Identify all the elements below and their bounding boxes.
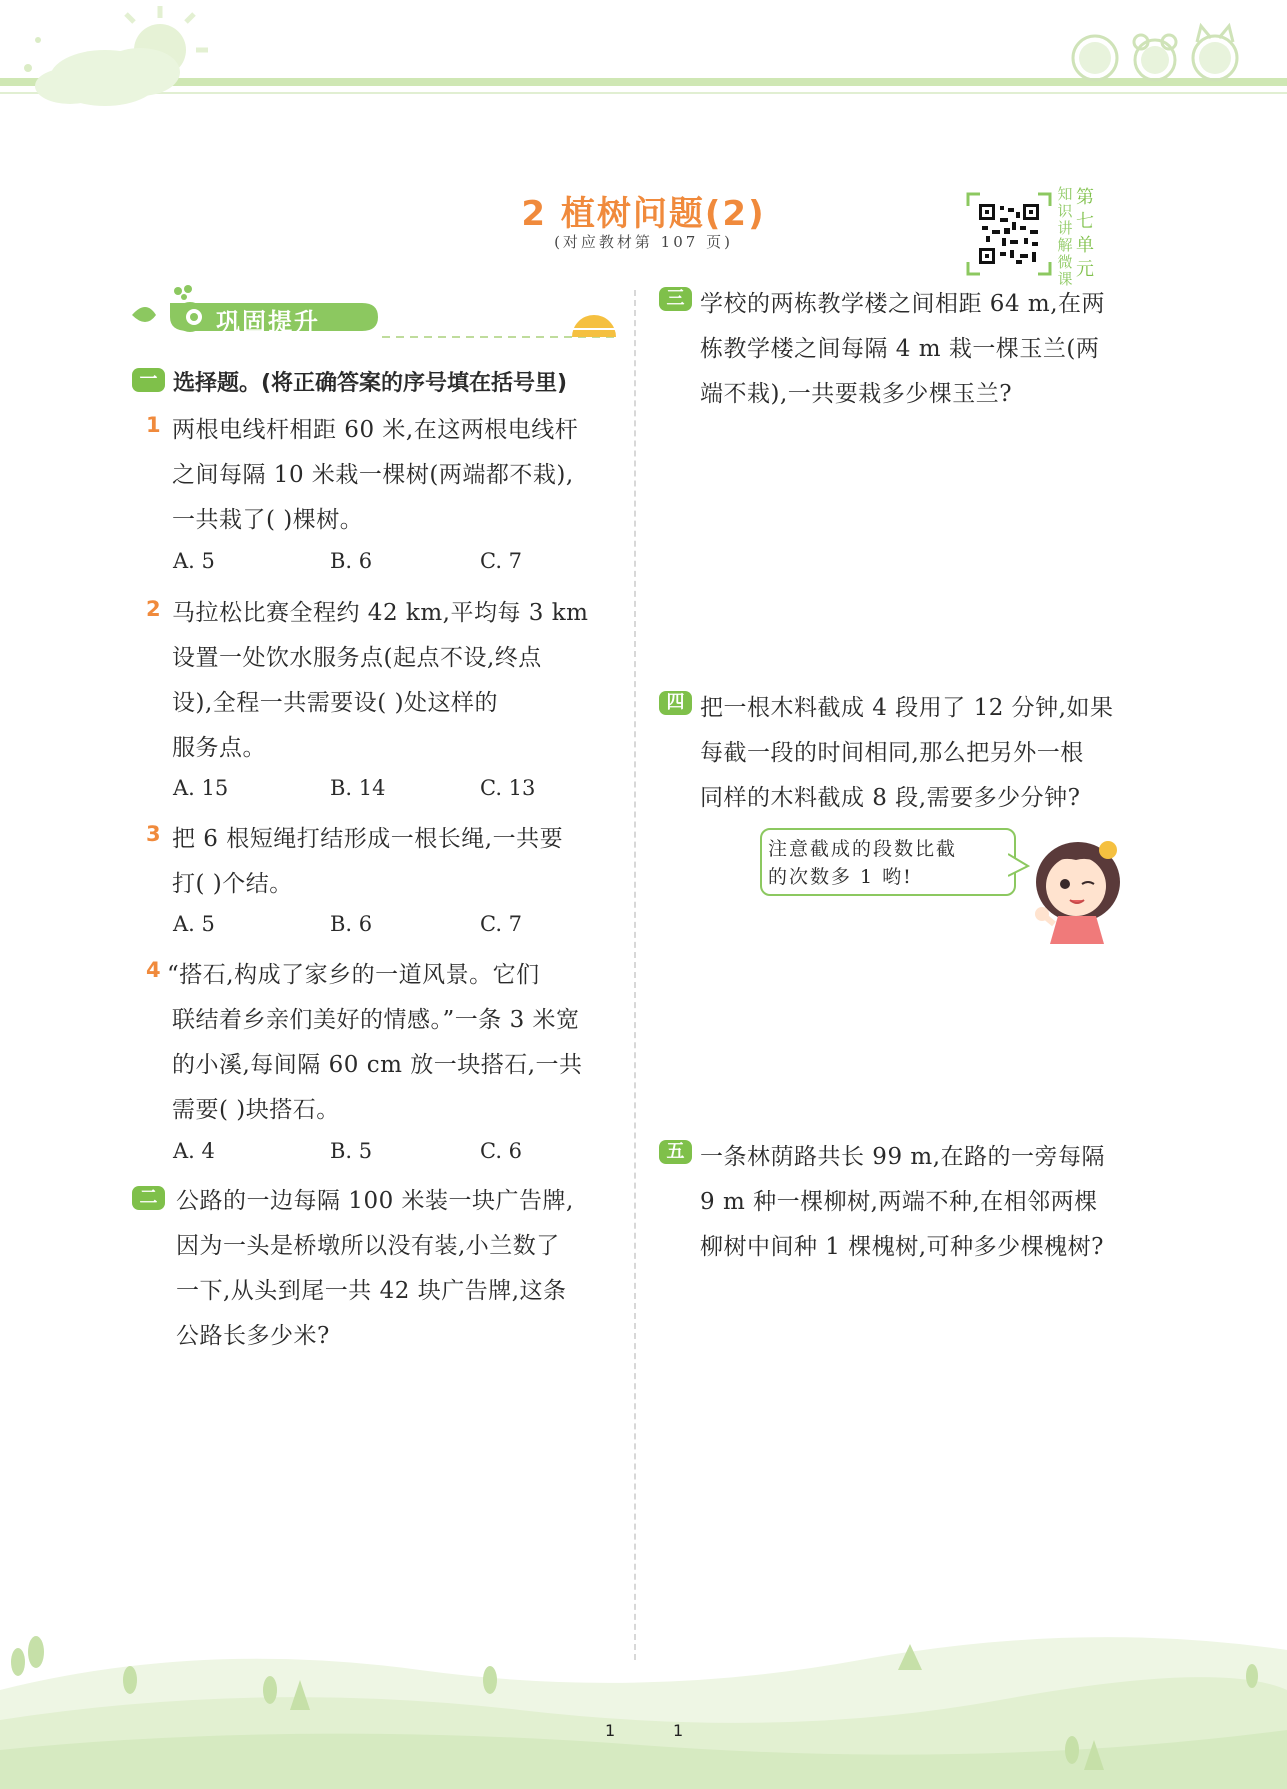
item-line: 两根电线杆相距 60 米,在这两根电线杆 <box>172 417 579 443</box>
qr-label-b: 第 七 单 元 <box>1076 187 1094 280</box>
option-b[interactable]: B. 14 <box>330 776 386 800</box>
item-line: 的小溪,每间隔 60 cm 放一块搭石,一共 <box>172 1052 583 1078</box>
page-number-right: 1 <box>673 1721 684 1740</box>
question-tag-1: 一 <box>132 368 165 392</box>
option-b[interactable]: B. 6 <box>330 912 373 936</box>
q5-line: 一条林荫路共长 99 m,在路的一旁每隔 <box>700 1144 1106 1170</box>
option-c[interactable]: C. 7 <box>480 912 523 936</box>
q1-heading: 选择题。(将正确答案的序号填在括号里) <box>173 371 568 396</box>
option-c[interactable]: C. 13 <box>480 776 536 800</box>
page-title: 2 植树问题(2) <box>521 194 766 234</box>
item-number: 4 <box>146 958 161 982</box>
q2-line: 公路长多少米? <box>176 1323 330 1349</box>
qr-code-icon[interactable] <box>966 192 1052 276</box>
option-a[interactable]: A. 5 <box>173 549 215 573</box>
question-tag-5: 五 <box>659 1140 692 1164</box>
q2-line: 一下,从头到尾一共 42 块广告牌,这条 <box>176 1278 567 1304</box>
option-b[interactable]: B. 6 <box>330 549 373 573</box>
option-c[interactable]: C. 6 <box>480 1139 523 1163</box>
item-number: 1 <box>146 413 161 437</box>
q3-line: 学校的两栋教学楼之间相距 64 m,在两 <box>700 291 1106 317</box>
item-line: 一共栽了( )棵树。 <box>172 507 364 533</box>
option-b[interactable]: B. 5 <box>330 1139 373 1163</box>
option-c[interactable]: C. 7 <box>480 549 523 573</box>
q2-line: 因为一头是桥墩所以没有装,小兰数了 <box>176 1233 560 1259</box>
q5-line: 柳树中间种 1 棵槐树,可种多少棵槐树? <box>700 1234 1104 1260</box>
option-a[interactable]: A. 5 <box>173 912 215 936</box>
item-line: 需要( )块搭石。 <box>172 1097 340 1123</box>
q4-line: 把一根木料截成 4 段用了 12 分钟,如果 <box>700 695 1114 721</box>
sun-cloud-decoration <box>0 0 220 115</box>
q2-line: 公路的一边每隔 100 米装一块广告牌, <box>176 1188 574 1214</box>
item-line: “搭石,构成了家乡的一道风景。它们 <box>167 962 540 988</box>
item-line: 之间每隔 10 米栽一棵树(两端都不栽), <box>172 462 574 488</box>
q3-line: 端不栽),一共要栽多少棵玉兰? <box>700 381 1013 407</box>
girl-character-illustration <box>1020 826 1130 944</box>
question-tag-2: 二 <box>132 1186 165 1210</box>
q4-line: 每截一段的时间相同,那么把另外一根 <box>700 740 1084 766</box>
item-line: 马拉松比赛全程约 42 km,平均每 3 km <box>172 600 589 626</box>
item-number: 3 <box>146 822 161 846</box>
page-number-left: 1 <box>605 1721 616 1740</box>
animal-faces-decoration <box>1055 18 1255 88</box>
q4-line: 同样的木料截成 8 段,需要多少分钟? <box>700 785 1081 811</box>
item-line: 设),全程一共需要设( )处这样的 <box>172 690 499 716</box>
item-line: 联结着乡亲们美好的情感。”一条 3 米宽 <box>172 1007 580 1033</box>
option-a[interactable]: A. 4 <box>173 1139 215 1163</box>
item-line: 服务点。 <box>172 735 266 761</box>
hint-line: 注意截成的段数比截 <box>768 838 958 860</box>
item-number: 2 <box>146 597 161 621</box>
option-a[interactable]: A. 15 <box>173 776 229 800</box>
item-line: 设置一处饮水服务点(起点不设,终点 <box>172 645 542 671</box>
qr-label-a: 知 识 讲 解 微 课 <box>1057 185 1073 288</box>
hint-line: 的次数多 1 哟! <box>768 866 913 888</box>
page-subtitle: (对应教材第 107 页) <box>554 233 733 251</box>
item-line: 把 6 根短绳打结形成一根长绳,一共要 <box>172 826 564 852</box>
hills-decoration <box>0 1600 1287 1789</box>
item-line: 打( )个结。 <box>172 871 293 897</box>
column-divider <box>634 290 636 1660</box>
question-tag-3: 三 <box>659 287 692 311</box>
section-badge <box>132 285 622 343</box>
question-tag-4: 四 <box>659 691 692 715</box>
q3-line: 栋教学楼之间每隔 4 m 栽一棵玉兰(两 <box>700 336 1100 362</box>
q5-line: 9 m 种一棵柳树,两端不种,在相邻两棵 <box>700 1189 1098 1215</box>
section-label: 巩固提升 <box>216 308 320 336</box>
